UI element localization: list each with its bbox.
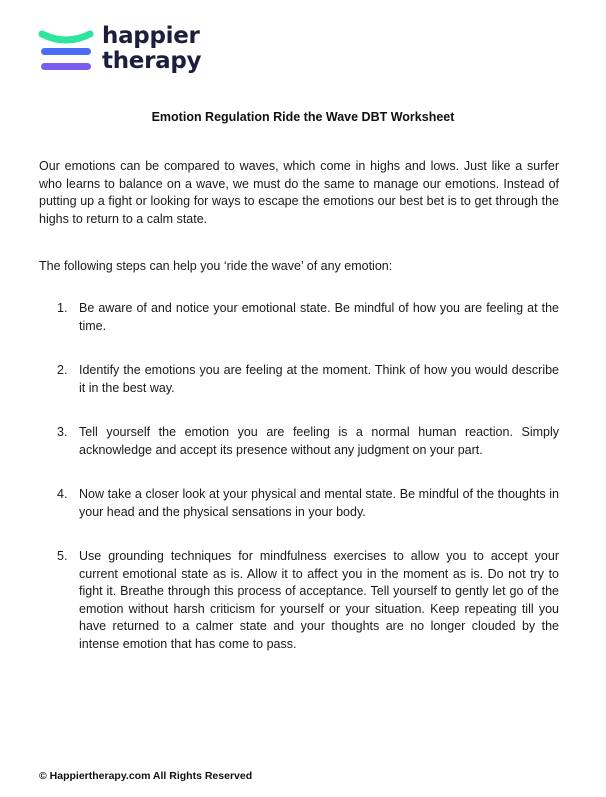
copyright-footer: © Happiertherapy.com All Rights Reserved: [39, 770, 253, 782]
step-number: 1.: [57, 301, 68, 315]
brand-line-1: happier: [102, 23, 200, 49]
waves-logo-icon: [38, 26, 94, 78]
step-text: Identify the emotions you are feeling at the moment. Think of how you would describe it in the best way.: [79, 363, 559, 395]
step-number: 4.: [57, 487, 68, 501]
step-text: Tell yourself the emotion you are feeling is a normal human reaction. Simply acknowledge and accept its presence without any judgment on your part.: [79, 425, 559, 457]
step-number: 5.: [57, 549, 68, 563]
worksheet-title: Emotion Regulation Ride the Wave DBT Worksheet: [151, 110, 455, 124]
step-number: 2.: [57, 363, 68, 377]
steps-lead-text: The following steps can help you ‘ride the wave’ of any emotion:: [39, 259, 393, 273]
brand-line-2: therapy: [102, 48, 202, 74]
step-number: 3.: [57, 425, 68, 439]
brand-wordmark: [102, 24, 201, 74]
step-text: Be aware of and notice your emotional state. Be mindful of how you are feeling at the time.: [79, 301, 559, 333]
brand-logo: [38, 24, 218, 80]
step-text: Now take a closer look at your physical and mental state. Be mindful of the thoughts in your head and the physical sensations in your body.: [79, 487, 559, 519]
intro-paragraph: Our emotions can be compared to waves, which come in highs and lows. Just like a surfer who learns to balance on a wave, we must do the same to manage our emotions. Instead of putting up a fight or looking for ways to escape the emotions our best bet is to get through the highs to return to a calm state.: [39, 159, 559, 226]
step-text: Use grounding techniques for mindfulness exercises to allow you to accept your current emotional state as is. Allow it to affect you in the moment as is. Do not try to fight it. Breathe through this process of acceptance. Tell yourself to gently let go of the emotion without harsh criticism for yourself or your situation. Keep repeating till you have returned to a calmer state and your thoughts are no longer clouded by the intense emotion that has come to pass.: [79, 549, 559, 651]
